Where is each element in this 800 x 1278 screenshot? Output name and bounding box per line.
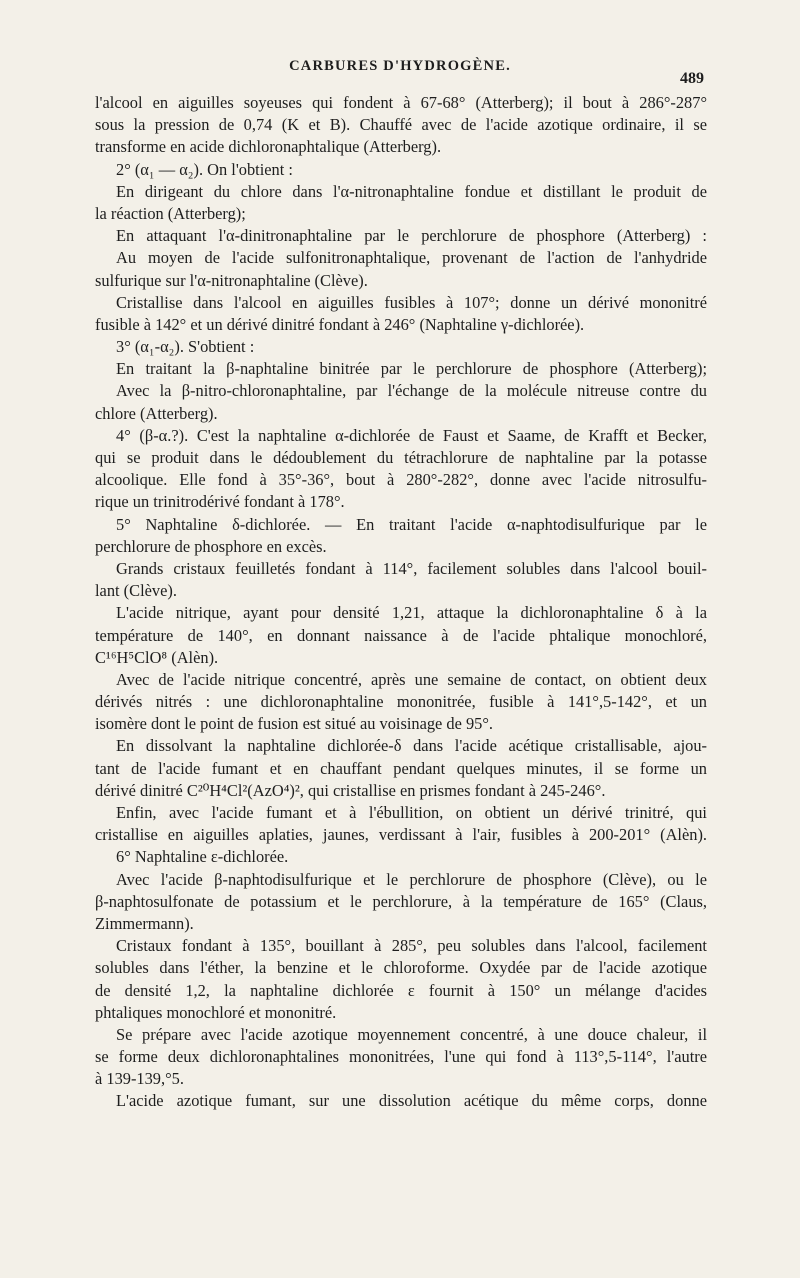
text-line: rique un trinitrodérivé fondant à 178°. bbox=[95, 492, 345, 512]
text-line: L'acide azotique fumant, sur une dissolution acétique du même corps, donne bbox=[116, 1091, 707, 1111]
text-line: température de 140°, en donnant naissance à de l'acide phtalique monochloré, bbox=[95, 625, 707, 645]
text-line: 5° Naphtaline δ-dichlorée. — En traitant l'acide α-naphtodisulfurique par le bbox=[116, 514, 707, 534]
text-line: fusible à 142° et un dérivé dinitré fondant à 246° (Naphtaline γ-dichlorée). bbox=[95, 314, 585, 334]
text-line: Grands cristaux feuilletés fondant à 114°, facilement solubles dans l'alcool bouil- bbox=[116, 558, 707, 578]
text-line: tant de l'acide fumant et en chauffant pendant quelques minutes, il se forme un bbox=[95, 758, 707, 778]
text-line: isomère dont le point de fusion est situé au voisinage de 95°. bbox=[95, 714, 494, 734]
text-line: la réaction (Atterberg); bbox=[95, 203, 246, 223]
text-line: Au moyen de l'acide sulfonitronaphtalique, provenant de l'action de l'anhydride bbox=[116, 248, 707, 268]
text-line: Cristallise dans l'alcool en aiguilles fusibles à 107°; donne un dérivé mononitré bbox=[116, 292, 707, 312]
page-number: 489 bbox=[680, 70, 704, 87]
text-line: perchlorure de phosphore en excès. bbox=[95, 536, 327, 556]
text-line: 3° (α₁-α₂). S'obtient : bbox=[116, 337, 255, 357]
text-line: alcoolique. Elle fond à 35°-36°, bout à 280°-282°, donne avec l'acide nitrosulfu- bbox=[95, 470, 707, 490]
text-line: dérivé dinitré C²⁰H⁴Cl²(AzO⁴)², qui cristallise en prismes fondant à 245-246°. bbox=[95, 780, 606, 800]
text-line: qui se produit dans le dédoublement du tétrachlorure de naphtaline par la potasse bbox=[95, 448, 707, 467]
text-line: 4° (β-α.?). C'est la naphtaline α-dichlorée de Faust et Saame, de Krafft et Becker, bbox=[116, 425, 707, 445]
text-line: chlore (Atterberg). bbox=[95, 403, 218, 423]
text-line: de densité 1,2, la naphtaline dichlorée ε fournit à 150° un mélange d'acides bbox=[95, 980, 707, 1000]
text-line: β-naphtosulfonate de potassium et le perchlorure, à la température de 165° (Claus, bbox=[95, 891, 707, 911]
text-line: cristallise en aiguilles aplaties, jaunes, verdissant à l'air, fusibles à 200-201° (Alèn). bbox=[95, 825, 707, 845]
text-line: lant (Clève). bbox=[95, 581, 177, 601]
running-title: CARBURES D'HYDROGÈNE. bbox=[289, 58, 511, 74]
text-line: l'alcool en aiguilles soyeuses qui fondent à 67-68° (Atterberg); il bout à 286°-287° bbox=[95, 93, 707, 112]
body-text bbox=[95, 92, 707, 1113]
text-line: C¹⁶H⁵ClO⁸ (Alèn). bbox=[95, 647, 219, 667]
text-line: sous la pression de 0,74 (K et B). Chauffé avec de l'acide azotique ordinaire, il se bbox=[95, 115, 707, 135]
text-line: transforme en acide dichloronaphtalique (Atterberg). bbox=[95, 137, 442, 157]
text-line: 2° (α₁ — α₂). On l'obtient : bbox=[116, 159, 293, 179]
text-line: En attaquant l'α-dinitronaphtaline par le perchlorure de phosphore (Atterberg) : bbox=[116, 226, 707, 246]
text-line: Zimmermann). bbox=[95, 913, 194, 933]
text-line: En dissolvant la naphtaline dichlorée-δ dans l'acide acétique cristallisable, ajou- bbox=[116, 736, 707, 756]
text-line: Avec l'acide β-naphtodisulfurique et le perchlorure de phosphore (Clève), ou le bbox=[116, 869, 707, 889]
text-line: Avec de l'acide nitrique concentré, après une semaine de contact, on obtient deux bbox=[116, 669, 707, 689]
text-line: sulfurique sur l'α-nitronaphtaline (Clève). bbox=[95, 270, 368, 290]
text-line: Se prépare avec l'acide azotique moyennement concentré, à une douce chaleur, il bbox=[116, 1024, 707, 1044]
text-line: à 139-139,°5. bbox=[95, 1069, 184, 1089]
text-line: Enfin, avec l'acide fumant et à l'ébullition, on obtient un dérivé trinitré, qui bbox=[116, 803, 707, 822]
text-line: En traitant la β-naphtaline binitrée par le perchlorure de phosphore (Atterberg); bbox=[116, 359, 707, 379]
text-line: En dirigeant du chlore dans l'α-nitronaphtaline fondue et distillant le produit de bbox=[116, 181, 707, 201]
text-line: Avec la β-nitro-chloronaphtaline, par l'échange de la molécule nitreuse contre du bbox=[116, 381, 707, 401]
text-line: L'acide nitrique, ayant pour densité 1,21, attaque la dichloronaphtaline δ à la bbox=[116, 603, 707, 623]
text-line: dérivés nitrés : une dichloronaphtaline mononitrée, fusible à 141°,5-142°, et un bbox=[95, 692, 707, 712]
text-line: 6° Naphtaline ε-dichlorée. bbox=[116, 847, 289, 867]
text-line: Cristaux fondant à 135°, bouillant à 285°, peu solubles dans l'alcool, facilement bbox=[116, 936, 707, 956]
text-line: se forme deux dichloronaphtalines mononitrées, l'une qui fond à 113°,5-114°, l'autre bbox=[95, 1047, 707, 1067]
text-line: phtaliques monochloré et mononitré. bbox=[95, 1002, 337, 1022]
text-line: solubles dans l'éther, la benzine et le chloroforme. Oxydée par de l'acide azotique bbox=[95, 958, 707, 978]
